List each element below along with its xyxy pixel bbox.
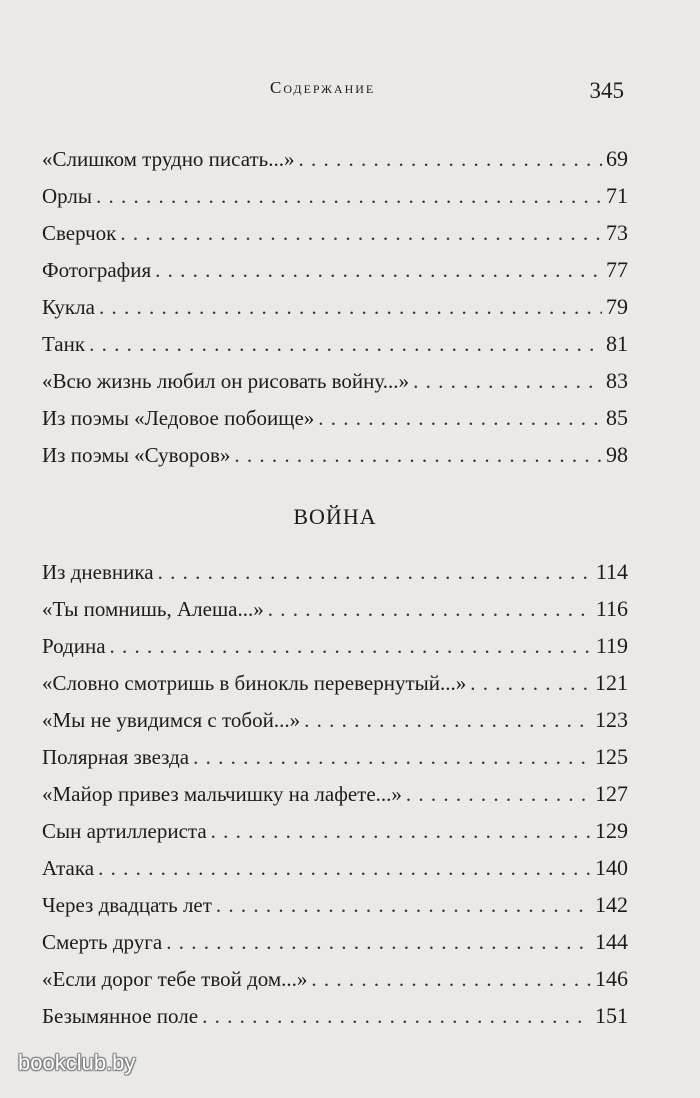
dot-leader: [98, 850, 591, 887]
toc-entry: [42, 399, 628, 436]
toc-entry-page: 83: [606, 368, 628, 393]
dot-leader: [202, 998, 591, 1035]
dot-leader: [120, 215, 602, 252]
dot-leader: [193, 739, 591, 776]
toc-entry-page: 81: [606, 331, 628, 356]
toc-entry: [42, 288, 628, 325]
dot-leader: [110, 628, 592, 665]
toc-entry: [42, 664, 628, 701]
toc-entry: [42, 140, 628, 177]
toc-entry: [42, 849, 628, 886]
toc-entry-title: «Слишком трудно писать...»: [42, 147, 295, 171]
toc-entry-page: 121: [595, 670, 628, 695]
toc-entry-title: Из поэмы «Суворов»: [42, 443, 231, 467]
toc-entry: [42, 886, 628, 923]
toc-entry-title: Через двадцать лет: [42, 893, 212, 917]
toc-entry-page: 140: [595, 855, 628, 880]
toc-entry: [42, 553, 628, 590]
dot-leader: [413, 363, 602, 400]
dot-leader: [166, 924, 591, 961]
toc-list-part2: [42, 553, 628, 1034]
toc-entry-page: 114: [595, 559, 628, 584]
toc-entry: [42, 362, 628, 399]
toc-entry-title: Из поэмы «Ледовое побоище»: [42, 406, 315, 430]
toc-entry: [42, 177, 628, 214]
toc-entry-title: Орлы: [42, 184, 92, 208]
toc-entry-page: 123: [595, 707, 628, 732]
dot-leader: [234, 437, 602, 474]
toc-entry-title: «Ты помнишь, Алеша...»: [42, 597, 264, 621]
page-number: 345: [589, 78, 624, 103]
toc-entry-page: 77: [606, 257, 628, 282]
dot-leader: [470, 665, 591, 702]
toc-entry-title: «Всю жизнь любил он рисовать войну...»: [42, 369, 410, 393]
toc-entry-title: «Словно смотришь в бинокль перевернутый...»: [42, 671, 467, 695]
dot-leader: [216, 887, 591, 924]
toc-entry-page: 142: [595, 892, 628, 917]
toc-entry-page: 71: [606, 183, 628, 208]
toc-entry-title: Сын артиллериста: [42, 819, 207, 843]
dot-leader: [158, 554, 592, 591]
toc-entry-page: 79: [606, 294, 628, 319]
toc-entry: [42, 627, 628, 664]
toc-entry-title: «Мы не увидимся с тобой...»: [42, 708, 301, 732]
toc-entry-title: Сверчок: [42, 221, 117, 245]
toc-entry: [42, 214, 628, 251]
dot-leader: [155, 252, 602, 289]
dot-leader: [299, 141, 602, 178]
toc-entry-page: 116: [595, 596, 628, 621]
toc-entry-page: 125: [595, 744, 628, 769]
toc-entry: [42, 436, 628, 473]
toc-entry-page: 127: [595, 781, 628, 806]
dot-leader: [99, 289, 602, 326]
toc-entry: [42, 923, 628, 960]
toc-entry: [42, 775, 628, 812]
toc-entry: [42, 251, 628, 288]
toc-entry-title: «Майор привез мальчишку на лафете...»: [42, 782, 402, 806]
toc-entry-page: 73: [606, 220, 628, 245]
toc-entry-title: Фотография: [42, 258, 152, 282]
toc-entry-title: Полярная звезда: [42, 745, 190, 769]
toc-entry: [42, 701, 628, 738]
table-of-contents: [42, 140, 628, 1034]
toc-entry-page: 85: [606, 405, 628, 430]
toc-entry: [42, 960, 628, 997]
toc-entry-page: 119: [595, 633, 628, 658]
dot-leader: [211, 813, 591, 850]
toc-entry: [42, 590, 628, 627]
watermark: bookclub.by: [18, 1050, 136, 1075]
toc-entry-title: Из дневника: [42, 560, 154, 584]
dot-leader: [406, 776, 591, 813]
dot-leader: [89, 326, 602, 363]
toc-entry-page: 146: [595, 966, 628, 991]
toc-entry-title: «Если дорог тебе твой дом...»: [42, 967, 308, 991]
toc-entry-title: Кукла: [42, 295, 95, 319]
toc-entry-title: Танк: [42, 332, 86, 356]
toc-entry-title: Атака: [42, 856, 95, 880]
toc-entry-page: 144: [595, 929, 628, 954]
toc-entry: [42, 997, 628, 1034]
dot-leader: [311, 961, 591, 998]
toc-entry-title: Безымянное поле: [42, 1004, 199, 1028]
toc-entry-page: 151: [595, 1003, 628, 1028]
dot-leader: [318, 400, 602, 437]
toc-entry: [42, 325, 628, 362]
running-header-title: Содержание: [270, 78, 376, 97]
dot-leader: [304, 702, 591, 739]
toc-entry: [42, 738, 628, 775]
toc-entry: [42, 812, 628, 849]
dot-leader: [96, 178, 602, 215]
toc-entry-page: 129: [595, 818, 628, 843]
toc-entry-page: 69: [606, 146, 628, 171]
section-heading: ВОЙНА: [293, 504, 377, 529]
toc-entry-page: 98: [606, 442, 628, 467]
toc-list-part1: [42, 140, 628, 473]
dot-leader: [268, 591, 592, 628]
toc-entry-title: Смерть друга: [42, 930, 163, 954]
toc-entry-title: Родина: [42, 634, 106, 658]
